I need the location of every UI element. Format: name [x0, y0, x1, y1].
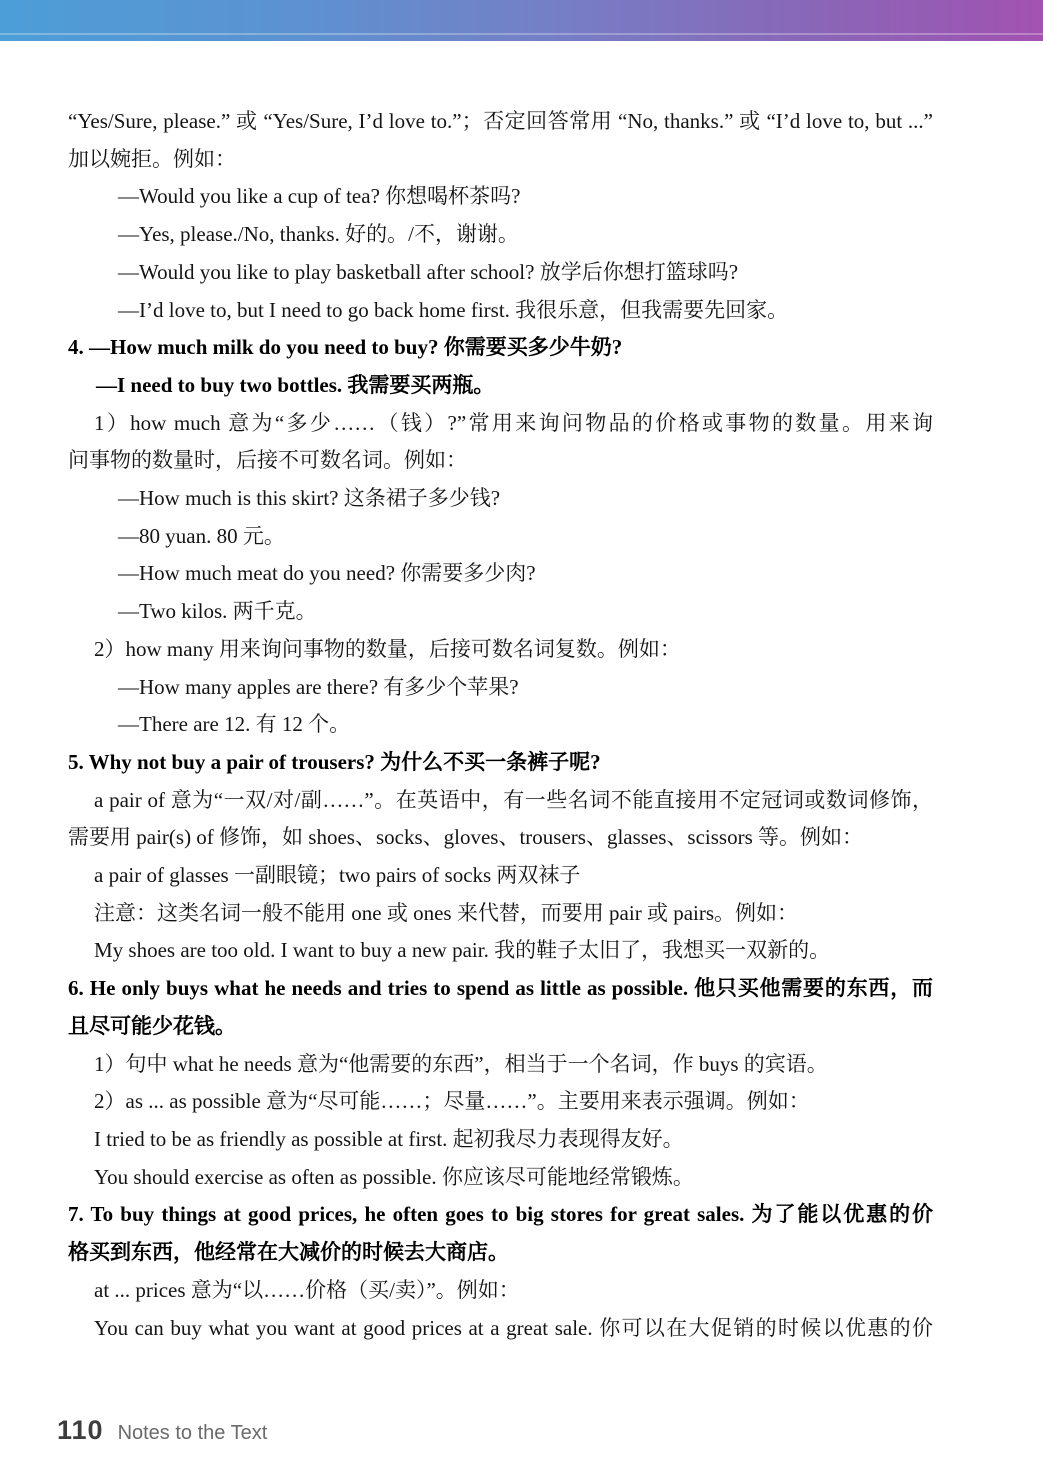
- example-line: —Would you like a cup of tea? 你想喝杯茶吗?: [118, 184, 521, 209]
- text-line: “Yes/Sure, please.” 或 “Yes/Sure, I’d love to.”；否定回答常用 “No, thanks.” 或 “I’d love to, but ...”: [68, 109, 933, 133]
- text-line: 需要用 pair(s) of 修饰，如 shoes、socks、gloves、trousers、glasses、scissors 等。例如：: [68, 825, 864, 850]
- text-line: 1）句中 what he needs 意为“他需要的东西”，相当于一个名词，作 buys 的宾语。: [94, 1051, 828, 1076]
- example-line: —Two kilos. 两千克。: [118, 599, 317, 624]
- text-line: 2）how many 用来询问事物的数量，后接可数名词复数。例如：: [94, 636, 681, 661]
- example-line: —Would you like to play basketball after school? 放学后你想打篮球吗?: [118, 259, 739, 284]
- example-line: I tried to be as friendly as possible at first. 起初我尽力表现得友好。: [94, 1126, 684, 1151]
- text-line: 问事物的数量时，后接不可数名词。例如：: [68, 448, 467, 473]
- example-line: —How many apples are there? 有多少个苹果?: [118, 674, 519, 699]
- example-line: —How much meat do you need? 你需要多少肉?: [118, 561, 536, 586]
- example-line: —80 yuan. 80 元。: [118, 523, 285, 548]
- note-item-4-heading: 4. —How much milk do you need to buy? 你需要买多少牛奶?: [68, 335, 623, 360]
- example-line: —There are 12. 有 12 个。: [118, 712, 351, 737]
- note-item-5-heading: 5. Why not buy a pair of trousers? 为什么不买一条裤子呢?: [68, 749, 601, 774]
- example-line: —How much is this skirt? 这条裙子多少钱?: [118, 486, 501, 511]
- page-footer: [0, 1415, 1043, 1446]
- header-gradient-bar: [0, 0, 1043, 41]
- example-line: You can buy what you want at good prices at a great sale. 你可以在大促销的时候以优惠的价: [94, 1315, 933, 1340]
- text-line: 2）as ... as possible 意为“尽可能……；尽量……”。主要用来表示强调。例如：: [94, 1089, 810, 1114]
- note-item-6-heading: 6. He only buys what he needs and tries to spend as little as possible. 他只买他需要的东西，而: [68, 976, 933, 1001]
- example-line: —I’d love to, but I need to go back home first. 我很乐意，但我需要先回家。: [118, 297, 789, 322]
- page-number: 110: [57, 1415, 104, 1445]
- example-line: —Yes, please./No, thanks. 好的。/不，谢谢。: [118, 222, 519, 247]
- note-item-7-heading-line2: 格买到东西，他经常在大减价的时候去大商店。: [68, 1240, 509, 1265]
- notes-text-content: [0, 41, 1043, 1347]
- example-line: My shoes are too old. I want to buy a new pair. 我的鞋子太旧了，我想买一双新的。: [94, 938, 831, 963]
- note-item-4-heading-line2: —I need to buy two bottles. 我需要买两瓶。: [96, 372, 495, 397]
- example-line: a pair of glasses 一副眼镜；two pairs of socks 两双袜子: [94, 863, 581, 888]
- note-item-6-heading-line2: 且尽可能少花钱。: [68, 1013, 236, 1038]
- text-line: at ... prices 意为“以……价格（买/卖）”。例如：: [94, 1277, 520, 1302]
- text-line: a pair of 意为“一双/对/副……”。在英语中，有一些名词不能直接用不定冠词或数词修饰，: [94, 787, 933, 812]
- text-line: 注意：这类名词一般不能用 one 或 ones 来代替，而要用 pair 或 pairs。例如：: [94, 900, 799, 925]
- example-line: You should exercise as often as possible. 你应该尽可能地经常锻炼。: [94, 1164, 694, 1189]
- note-item-7-heading: 7. To buy things at good prices, he often goes to big stores for great sales. 为了能以优惠的价: [68, 1202, 933, 1227]
- text-line: 1）how much 意为“多少……（钱）?”常用来询问物品的价格或事物的数量。用来询: [94, 410, 933, 435]
- footer-section-title: Notes to the Text: [117, 1422, 268, 1444]
- text-line: 加以婉拒。例如：: [68, 146, 236, 171]
